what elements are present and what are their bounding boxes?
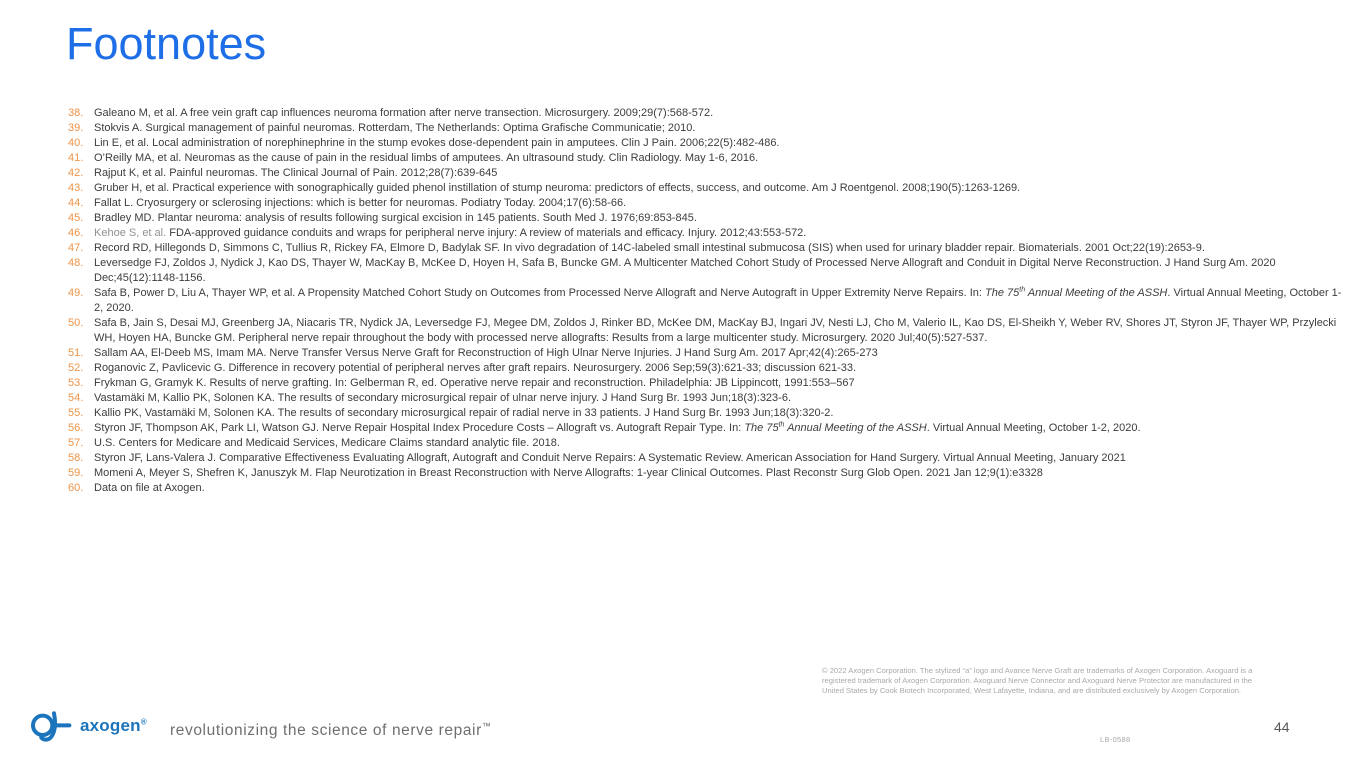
footnote-number: 56. [68,422,84,434]
footnote-item [68,406,1349,421]
footnote-text: Kallio PK, Vastamäki M, Solonen KA. The results of secondary microsurgical repair of radial nerve in 33 patients. J Hand Surg Br. 1993 Jun;18(3):320-2. [94,407,834,419]
footnote-number: 49. [68,287,84,299]
footnote-text: Vastamäki M, Kallio PK, Solonen KA. The results of secondary microsurgical repair of ulnar nerve injury. J Hand Surg Br. 1993 Jun;18(3):323-6. [94,392,792,404]
footnote-text: Stokvis A. Surgical management of painful neuromas. Rotterdam, The Netherlands: Optima Grafische Communicatie; 2010. [94,122,696,134]
footnote-item [68,181,1349,196]
trademark-mark: ™ [481,720,492,731]
footnote-number: 48. [68,257,84,269]
footnote-text: Sallam AA, El-Deeb MS, Imam MA. Nerve Transfer Versus Nerve Graft for Reconstruction of High Ulnar Nerve Injuries. J Hand Surg Am. 2017 Apr;42(4):265-273 [94,347,878,359]
footnote-item [68,106,1349,121]
footnote-item [68,346,1349,361]
footnote-item [68,421,1349,436]
footnote-number: 60. [68,482,84,494]
footnote-text: Kehoe S, et al. FDA-approved guidance conduits and wraps for peripheral nerve injury: A review of materials and efficacy. Injury. 2012;43:553-572. [94,227,807,239]
footnote-text: O’Reilly MA, et al. Neuromas as the cause of pain in the residual limbs of amputees. An ultrasound study. Clin Radiology. May 1-6, 2016. [94,152,759,164]
footer-logo [28,706,147,746]
footnote-item [68,151,1349,166]
footnote-number: 42. [68,167,84,179]
footnote-number: 54. [68,392,84,404]
footnote-item [68,211,1349,226]
footnote-text: Styron JF, Thompson AK, Park LI, Watson GJ. Nerve Repair Hospital Index Procedure Costs – Allograft vs. Autograft Repair Type. In: The 75th Annual Meeting of the ASSH. Virtual Annual Meeting, October 1-2, 2020. [94,421,1141,434]
footnote-item [68,466,1349,481]
footnote-item [68,166,1349,181]
footnote-number: 43. [68,182,84,194]
footnote-text: Bradley MD. Plantar neuroma: analysis of results following surgical excision in 145 patients. South Med J. 1976;69:853-845. [94,212,697,224]
footnote-text: Lin E, et al. Local administration of norephinephrine in the stump evokes dose-dependent pain in amputees. Clin J Pain. 2006;22(5):482-486. [94,137,780,149]
footnote-list [68,106,1349,496]
registered-mark: ® [140,717,147,727]
footnote-item [68,436,1349,451]
document-code: LB-0588 [1100,735,1131,744]
footnote-item [68,226,1349,241]
footnote-number: 50. [68,317,84,329]
footnote-text: Safa B, Jain S, Desai MJ, Greenberg JA, Niacaris TR, Nydick JA, Leversedge FJ, Megee DM, Zoldos J, Rinker BD, McKee DM, MacKay BJ, Ingari JV, Nesti LJ, Cho M, Valerio IL, Kao DS, El-Sheikh Y, Weber RV, Shores JT, Styron JF, Thayer WP, Przylecki WH, Hoyen HA, Buncke GM. Peripheral nerve repair throughout the body with processed nerve allografts: Results from a large multicenter study. Microsurgery. 2020 Jul;40(5):527-537. [94,317,1337,344]
footnote-item [68,361,1349,376]
footnote-text: Fallat L. Cryosurgery or sclerosing injections: which is better for neuromas. Podiatry Today. 2004;17(6):58-66. [94,197,627,209]
footnote-number: 39. [68,122,84,134]
footnote-text: Styron JF, Lans-Valera J. Comparative Effectiveness Evaluating Allograft, Autograft and Conduit Nerve Repairs: A Systematic Review. American Association for Hand Surgery. Virtual Annual Meeting, January 2021 [94,452,1126,464]
footnote-number: 47. [68,242,84,254]
footnote-number: 46. [68,227,84,239]
footnote-number: 58. [68,452,84,464]
footnote-number: 59. [68,467,84,479]
footnote-number: 53. [68,377,84,389]
page-number: 44 [1274,719,1290,735]
footnote-text: Data on file at Axogen. [94,482,205,494]
footer-tagline: revolutionizing the science of nerve repair™ [170,720,492,739]
copyright-disclaimer: © 2022 Axogen Corporation. The stylized “a” logo and Avance Nerve Graft are trademarks of Axogen Corporation. Axoguard is a registered trademark of Axogen Corporation. Axoguard Nerve Connector and Axoguard Nerve Protector are manufactured in the United States by Cook Biotech Incorporated, West Lafayette, Indiana, and are distributed exclusively by Axogen Corporation. [822,666,1253,695]
footnote-text: Momeni A, Meyer S, Shefren K, Januszyk M. Flap Neurotization in Breast Reconstruction with Nerve Allografts: 1-year Clinical Outcomes. Plast Reconstr Surg Glob Open. 2021 Jan 12;9(1):e3328 [94,467,1043,479]
footnote-item [68,241,1349,256]
footnote-item [68,481,1349,496]
footnote-text: Roganovic Z, Pavlicevic G. Difference in recovery potential of peripheral nerves after graft repairs. Neurosurgery. 2006 Sep;59(3):621-33; discussion 621-33. [94,362,857,374]
footnote-item [68,316,1349,346]
footnote-number: 38. [68,107,84,119]
footnote-item [68,286,1349,316]
footnote-text: Rajput K, et al. Painful neuromas. The Clinical Journal of Pain. 2012;28(7):639-645 [94,167,498,179]
footnote-number: 55. [68,407,84,419]
axogen-logo-icon [28,706,72,746]
footnote-item [68,256,1349,286]
footnote-number: 44. [68,197,84,209]
footnote-item [68,196,1349,211]
footnote-text: Leversedge FJ, Zoldos J, Nydick J, Kao DS, Thayer W, MacKay B, McKee D, Hoyen H, Safa B, Buncke GM. A Multicenter Matched Cohort Study of Processed Nerve Allograft and Conduit in Digital Nerve Reconstruction. J Hand Surg Am. 2020 Dec;45(12):1148-1156. [94,257,1276,284]
footnote-number: 45. [68,212,84,224]
footnote-number: 51. [68,347,84,359]
footnote-item [68,451,1349,466]
footnote-number: 57. [68,437,84,449]
footnote-item [68,121,1349,136]
axogen-logo-word: axogen® [80,716,147,735]
footnote-item [68,391,1349,406]
footnote-number: 52. [68,362,84,374]
footnote-text: Galeano M, et al. A free vein graft cap influences neuroma formation after nerve transection. Microsurgery. 2009;29(7):568-572. [94,107,714,119]
footnote-text: Record RD, Hillegonds D, Simmons C, Tullius R, Rickey FA, Elmore D, Badylak SF. In vivo degradation of 14C-labeled small intestinal submucosa (SIS) when used for urinary bladder repair. Biomaterials. 2001 Oct;22(19):2653-9. [94,242,1205,254]
footnote-item [68,376,1349,391]
footnote-number: 41. [68,152,84,164]
footnote-number: 40. [68,137,84,149]
footnote-text: Gruber H, et al. Practical experience with sonographically guided phenol instillation of stump neuroma: predictors of effects, success, and outcome. Am J Roentgenol. 2008;190(5):1263-1269. [94,182,1021,194]
footnote-text: U.S. Centers for Medicare and Medicaid Services, Medicare Claims standard analytic file. 2018. [94,437,560,449]
footnote-item [68,136,1349,151]
footnote-text: Frykman G, Gramyk K. Results of nerve grafting. In: Gelberman R, ed. Operative nerve repair and reconstruction. Philadelphia: JB Lippincott, 1991:553–567 [94,377,855,389]
page-title: Footnotes [66,18,267,69]
footnote-text: Safa B, Power D, Liu A, Thayer WP, et al. A Propensity Matched Cohort Study on Outcomes from Processed Nerve Allograft and Nerve Autograft in Upper Extremity Nerve Repairs. In: The 75th Annual Meeting of the ASSH. Virtual Annual Meeting, October 1-2, 2020. [94,286,1342,314]
